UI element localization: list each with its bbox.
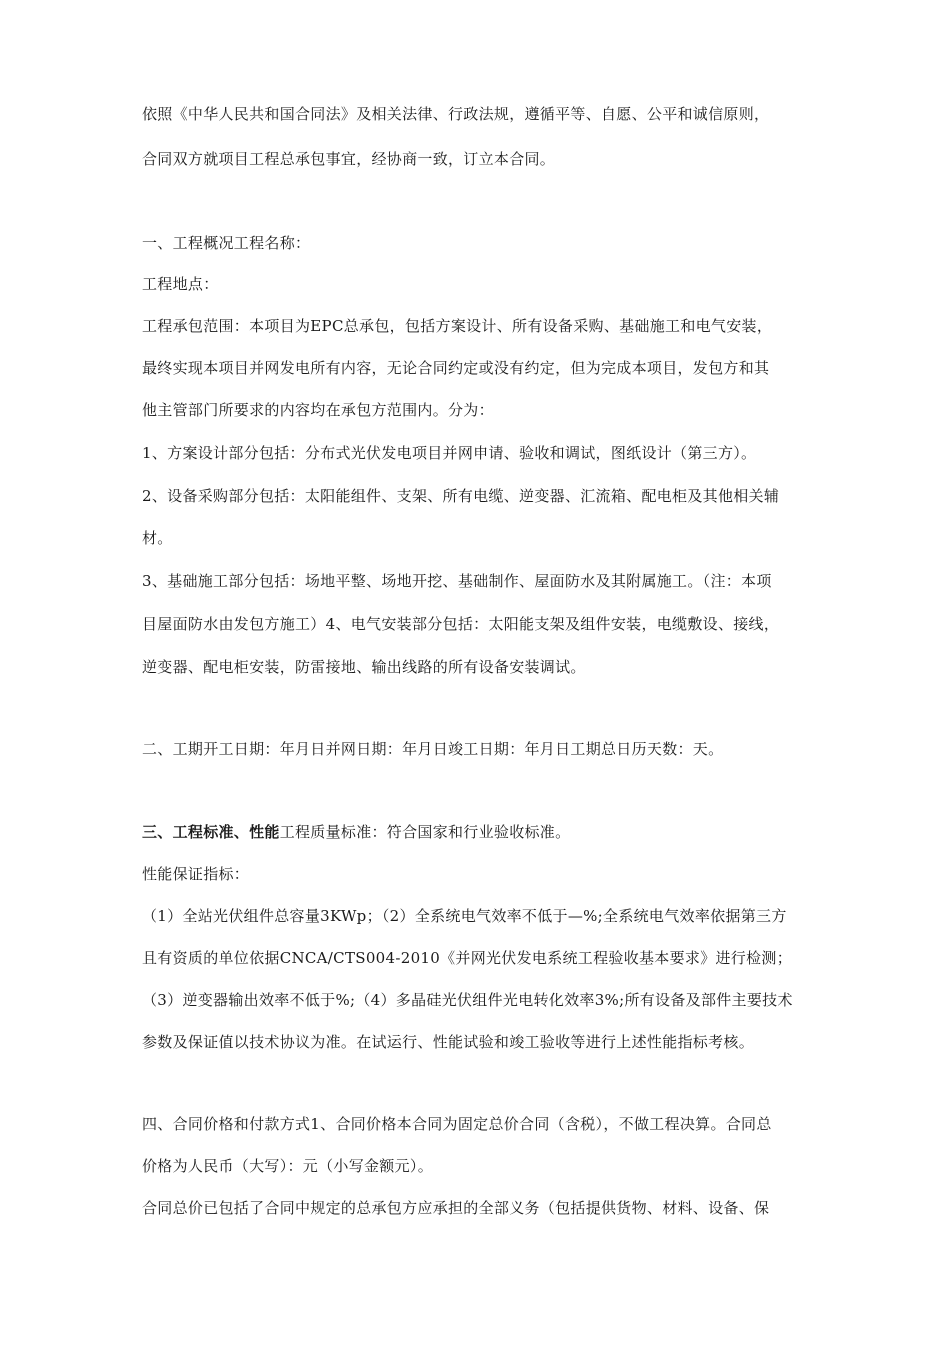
- section4-line: 合同总价已包括了合同中规定的总承包方应承担的全部义务（包括提供货物、材料、设备、保: [142, 1199, 770, 1217]
- section1-line: 材。: [142, 529, 173, 547]
- section3-heading-line: [142, 822, 822, 842]
- preamble-line-2: 合同双方就项目工程总承包事宜，经协商一致，订立本合同。: [142, 150, 556, 168]
- section1-line: 工程地点：: [142, 275, 219, 293]
- section3-line: 性能保证指标：: [142, 865, 250, 883]
- section1-line: 工程承包范围：本项目为EPC总承包，包括方案设计、所有设备采购、基础施工和电气安装，: [142, 317, 773, 335]
- section1-line: 逆变器、配电柜安装，防雷接地、输出线路的所有设备安装调试。: [142, 658, 586, 676]
- section3-line: 且有资质的单位依据CNCA/CTS004-2010《并网光伏发电系统工程验收基本要求》进行检测；: [142, 949, 792, 967]
- preamble-line-1: 依照《中华人民共和国合同法》及相关法律、行政法规，遵循平等、自愿、公平和诚信原则，: [142, 105, 770, 123]
- section1-line: 3、基础施工部分包括：场地平整、场地开挖、基础制作、屋面防水及其附属施工。（注：本项: [142, 572, 772, 590]
- section3-line: （3）逆变器输出效率不低于%;（4）多晶硅光伏组件光电转化效率3%;所有设备及部件主要技术: [142, 991, 793, 1009]
- section4-line: 四、合同价格和付款方式1、合同价格本合同为固定总价合同（含税），不做工程决算。合同总: [142, 1115, 772, 1133]
- section4-line: 价格为人民币（大写）：元（小写金额元）。: [142, 1157, 434, 1175]
- section3-heading-rest: 工程质量标准：符合国家和行业验收标准。: [279, 823, 571, 841]
- section1-line: 最终实现本项目并网发电所有内容，无论合同约定或没有约定，但为完成本项目，发包方和其: [142, 359, 770, 377]
- section1-line: 他主管部门所要求的内容均在承包方范围内。分为：: [142, 401, 494, 419]
- section3-line: 参数及保证值以技术协议为准。在试运行、性能试验和竣工验收等进行上述性能指标考核。: [142, 1033, 755, 1051]
- section1-line: 2、设备采购部分包括：太阳能组件、支架、所有电缆、逆变器、汇流箱、配电柜及其他相关辅: [142, 487, 780, 505]
- section1-heading: 一、工程概况工程名称：: [142, 234, 311, 252]
- section1-line: 1、方案设计部分包括：分布式光伏发电项目并网申请、验收和调试，图纸设计（第三方）。: [142, 444, 757, 462]
- section1-line: 目屋面防水由发包方施工）4、电气安装部分包括：太阳能支架及组件安装，电缆敷设、接线，: [142, 615, 780, 633]
- section3-heading: 三、工程标准、性能: [142, 823, 280, 841]
- section2-line: 二、工期开工日期：年月日并网日期：年月日竣工日期：年月日工期总日历天数：天。: [142, 740, 724, 758]
- section3-line: （1）全站光伏组件总容量3KWp；（2）全系统电气效率不低于—%;全系统电气效率依据第三方: [142, 907, 787, 925]
